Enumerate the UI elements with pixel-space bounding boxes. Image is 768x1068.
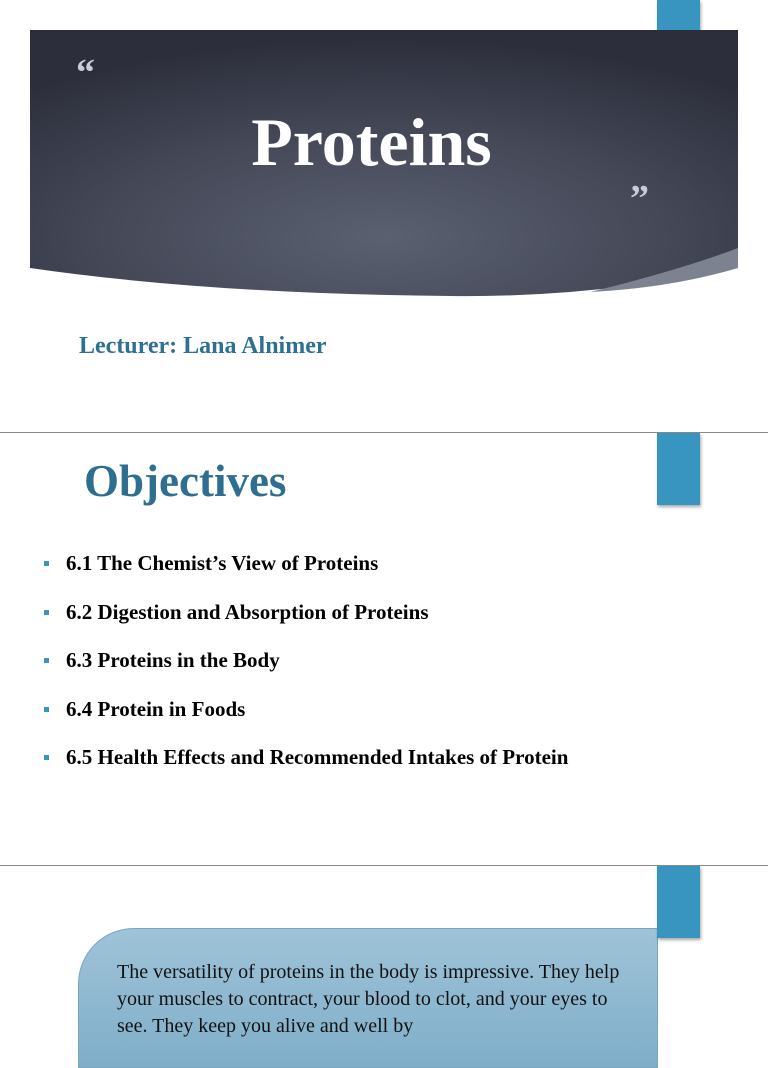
list-item bbox=[44, 551, 568, 600]
list-item-text: 6.3 Proteins in the Body bbox=[66, 648, 280, 672]
title-banner bbox=[30, 30, 738, 298]
list-item bbox=[44, 648, 568, 697]
list-item bbox=[44, 745, 568, 794]
bullet-icon bbox=[44, 658, 49, 663]
slide-title bbox=[0, 0, 768, 432]
callout-box bbox=[78, 928, 658, 1068]
list-item-text: 6.5 Health Effects and Recommended Intakes of Protein bbox=[66, 745, 569, 769]
list-item bbox=[44, 600, 568, 649]
bullet-icon bbox=[44, 610, 49, 615]
bullet-icon bbox=[44, 755, 49, 760]
slide-objectives bbox=[0, 433, 768, 865]
callout-text: The versatility of proteins in the body is impressive. They help your muscles to contract, your blood to clot, and your eyes to see. They keep you alive and well by bbox=[117, 961, 620, 1037]
objectives-list bbox=[44, 551, 568, 794]
accent-tab bbox=[657, 866, 700, 938]
list-item-text: 6.1 The Chemist’s View of Proteins bbox=[66, 551, 379, 575]
slide-title-text: Proteins bbox=[251, 104, 492, 180]
bullet-icon bbox=[44, 561, 49, 566]
list-item bbox=[44, 697, 568, 746]
objectives-heading: Objectives bbox=[84, 456, 287, 506]
list-item-text: 6.2 Digestion and Absorption of Proteins bbox=[66, 599, 429, 624]
bullet-icon bbox=[44, 707, 49, 712]
open-quote-mark: “ bbox=[76, 52, 95, 94]
list-item-text: 6.4 Protein in Foods bbox=[66, 696, 246, 721]
slide-intro bbox=[0, 866, 768, 1037]
close-quote-mark: ” bbox=[630, 178, 649, 220]
lecturer-subtitle: Lecturer: Lana Alnimer bbox=[79, 333, 327, 359]
accent-tab bbox=[657, 433, 700, 505]
